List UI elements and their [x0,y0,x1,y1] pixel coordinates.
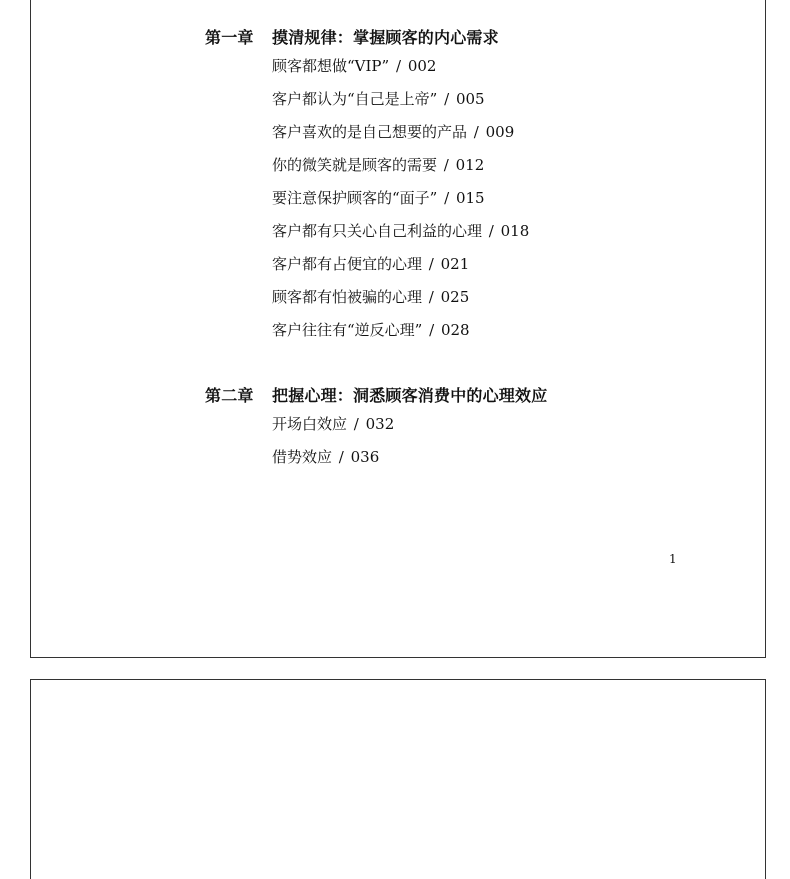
entry-separator: / [429,321,435,339]
entry-title: 借势效应 [272,448,333,466]
chapter-title: 摸清规律：掌握顾客的内心需求 [272,27,499,47]
entry-page: 036 [350,448,380,466]
entry-separator: / [353,415,359,433]
entry-page: 028 [440,321,470,339]
chapter-2 [205,380,725,474]
chapter-number: 第二章 [205,385,254,405]
entry-title: 客户都认为“自己是上帝” [272,90,438,108]
entry-title: 客户都有只关心自己利益的心理 [272,222,483,240]
next-page [30,679,766,879]
table-of-contents [205,22,725,507]
toc-entry [205,314,725,347]
entry-page: 018 [500,222,530,240]
page-number: 1 [669,552,677,566]
document-page [30,0,766,658]
entry-page: 012 [455,156,485,174]
entry-title: 你的微笑就是顾客的需要 [272,156,438,174]
entry-separator: / [444,189,450,207]
entry-title: 开场白效应 [272,415,348,433]
entry-separator: / [473,123,479,141]
entry-page: 009 [485,123,515,141]
entry-separator: / [444,90,450,108]
toc-entry [205,182,725,215]
entry-title: 客户都有占便宜的心理 [272,255,423,273]
chapter-heading [205,380,725,408]
chapter-1 [205,22,725,347]
entry-page: 021 [440,255,470,273]
entry-title: 客户喜欢的是自己想要的产品 [272,123,468,141]
toc-entry [205,248,725,281]
entry-separator: / [395,57,402,75]
entry-page: 015 [455,189,485,207]
entry-page: 002 [407,57,437,75]
entry-page: 025 [440,288,470,306]
entry-separator: / [443,156,449,174]
entry-page: 032 [365,415,395,433]
chapter-number: 第一章 [205,27,254,47]
entry-separator: / [338,448,344,466]
entry-title: 客户往往有“逆反心理” [272,321,423,339]
toc-entry [205,215,725,248]
toc-entry [205,408,725,441]
chapter-title: 把握心理：洞悉顾客消费中的心理效应 [272,385,548,405]
entry-page: 005 [455,90,485,108]
toc-entry [205,116,725,149]
entry-separator: / [428,288,434,306]
entry-title: 顾客都有怕被骗的心理 [272,288,423,306]
entry-title: 要注意保护顾客的“面子” [272,189,438,207]
entry-title: 顾客都想做“VIP” [272,57,390,75]
entry-separator: / [488,222,494,240]
toc-entry [205,149,725,182]
chapter-heading [205,22,725,50]
entry-separator: / [428,255,434,273]
toc-entry [205,281,725,314]
toc-entry [205,83,725,116]
toc-entry [205,441,725,474]
toc-entry [205,50,725,83]
